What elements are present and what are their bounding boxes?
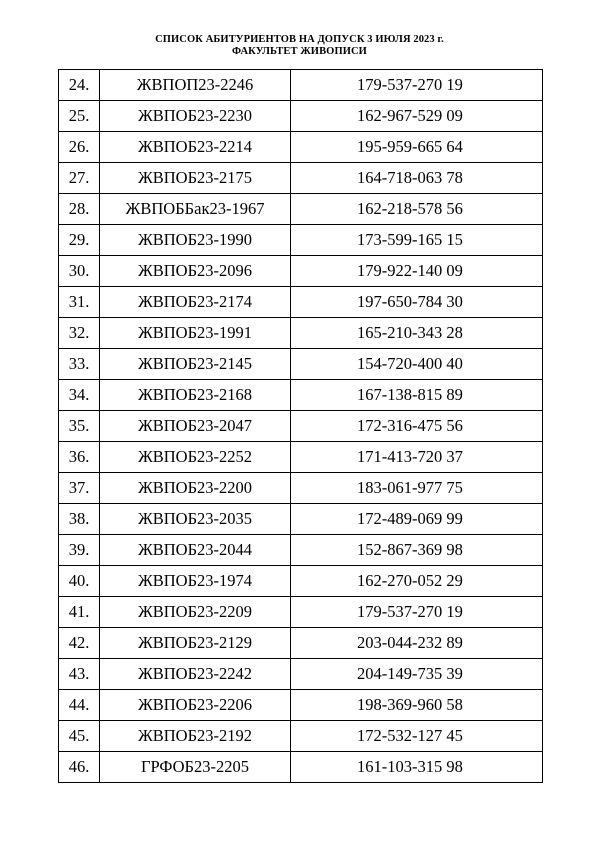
row-number-cell: 34.	[59, 380, 100, 411]
row-number-cell: 37.	[59, 473, 100, 504]
snils-cell: 167-138-815 89	[291, 380, 543, 411]
snils-cell: 195-959-665 64	[291, 132, 543, 163]
applicant-code-cell: ЖВПОП23-2246	[100, 70, 291, 101]
row-number-cell: 45.	[59, 721, 100, 752]
snils-cell: 204-149-735 39	[291, 659, 543, 690]
applicant-code-cell: ЖВПОББак23-1967	[100, 194, 291, 225]
table-row	[59, 597, 543, 628]
snils-cell: 172-532-127 45	[291, 721, 543, 752]
table-row	[59, 721, 543, 752]
table-row	[59, 566, 543, 597]
table-row	[59, 163, 543, 194]
applicant-code-cell: ГРФОБ23-2205	[100, 752, 291, 783]
row-number-cell: 32.	[59, 318, 100, 349]
table-row	[59, 473, 543, 504]
row-number-cell: 33.	[59, 349, 100, 380]
row-number-cell: 40.	[59, 566, 100, 597]
row-number-cell: 25.	[59, 101, 100, 132]
table-row	[59, 318, 543, 349]
applicant-code-cell: ЖВПОБ23-2252	[100, 442, 291, 473]
row-number-cell: 26.	[59, 132, 100, 163]
snils-cell: 162-270-052 29	[291, 566, 543, 597]
snils-cell: 172-316-475 56	[291, 411, 543, 442]
applicant-code-cell: ЖВПОБ23-2168	[100, 380, 291, 411]
applicants-table-body	[59, 70, 543, 783]
snils-cell: 154-720-400 40	[291, 349, 543, 380]
row-number-cell: 30.	[59, 256, 100, 287]
table-row	[59, 535, 543, 566]
table-row	[59, 349, 543, 380]
table-row	[59, 101, 543, 132]
applicant-code-cell: ЖВПОБ23-2192	[100, 721, 291, 752]
table-row	[59, 752, 543, 783]
row-number-cell: 24.	[59, 70, 100, 101]
applicant-code-cell: ЖВПОБ23-1974	[100, 566, 291, 597]
applicant-code-cell: ЖВПОБ23-2174	[100, 287, 291, 318]
snils-cell: 152-867-369 98	[291, 535, 543, 566]
row-number-cell: 35.	[59, 411, 100, 442]
row-number-cell: 39.	[59, 535, 100, 566]
page-title: СПИСОК АБИТУРИЕНТОВ НА ДОПУСК 3 ИЮЛЯ 2023 г.	[155, 34, 444, 45]
table-row	[59, 442, 543, 473]
table-row	[59, 287, 543, 318]
table-row	[59, 194, 543, 225]
snils-cell: 197-650-784 30	[291, 287, 543, 318]
applicant-code-cell: ЖВПОБ23-2145	[100, 349, 291, 380]
snils-cell: 198-369-960 58	[291, 690, 543, 721]
snils-cell: 164-718-063 78	[291, 163, 543, 194]
applicant-code-cell: ЖВПОБ23-2214	[100, 132, 291, 163]
row-number-cell: 27.	[59, 163, 100, 194]
snils-cell: 162-967-529 09	[291, 101, 543, 132]
row-number-cell: 28.	[59, 194, 100, 225]
table-row	[59, 380, 543, 411]
applicant-code-cell: ЖВПОБ23-2044	[100, 535, 291, 566]
row-number-cell: 46.	[59, 752, 100, 783]
table-row	[59, 225, 543, 256]
row-number-cell: 41.	[59, 597, 100, 628]
applicant-code-cell: ЖВПОБ23-2035	[100, 504, 291, 535]
applicant-code-cell: ЖВПОБ23-2096	[100, 256, 291, 287]
table-row	[59, 70, 543, 101]
snils-cell: 173-599-165 15	[291, 225, 543, 256]
faculty-title: ФАКУЛЬТЕТ ЖИВОПИСИ	[232, 46, 367, 57]
applicant-code-cell: ЖВПОБ23-1990	[100, 225, 291, 256]
snils-cell: 179-537-270 19	[291, 70, 543, 101]
table-row	[59, 690, 543, 721]
applicant-code-cell: ЖВПОБ23-2209	[100, 597, 291, 628]
snils-cell: 162-218-578 56	[291, 194, 543, 225]
row-number-cell: 44.	[59, 690, 100, 721]
applicant-code-cell: ЖВПОБ23-2242	[100, 659, 291, 690]
snils-cell: 172-489-069 99	[291, 504, 543, 535]
snils-cell: 183-061-977 75	[291, 473, 543, 504]
applicant-code-cell: ЖВПОБ23-2047	[100, 411, 291, 442]
snils-cell: 179-922-140 09	[291, 256, 543, 287]
applicant-code-cell: ЖВПОБ23-2206	[100, 690, 291, 721]
row-number-cell: 43.	[59, 659, 100, 690]
table-row	[59, 504, 543, 535]
applicants-table	[58, 69, 543, 783]
snils-cell: 165-210-343 28	[291, 318, 543, 349]
table-row	[59, 256, 543, 287]
applicant-code-cell: ЖВПОБ23-2129	[100, 628, 291, 659]
snils-cell: 171-413-720 37	[291, 442, 543, 473]
snils-cell: 161-103-315 98	[291, 752, 543, 783]
applicant-code-cell: ЖВПОБ23-2230	[100, 101, 291, 132]
table-row	[59, 132, 543, 163]
table-row	[59, 411, 543, 442]
applicant-code-cell: ЖВПОБ23-2200	[100, 473, 291, 504]
applicant-code-cell: ЖВПОБ23-1991	[100, 318, 291, 349]
row-number-cell: 42.	[59, 628, 100, 659]
row-number-cell: 31.	[59, 287, 100, 318]
document-header	[0, 34, 599, 58]
row-number-cell: 38.	[59, 504, 100, 535]
table-row	[59, 659, 543, 690]
snils-cell: 179-537-270 19	[291, 597, 543, 628]
table-row	[59, 628, 543, 659]
row-number-cell: 36.	[59, 442, 100, 473]
snils-cell: 203-044-232 89	[291, 628, 543, 659]
row-number-cell: 29.	[59, 225, 100, 256]
applicant-code-cell: ЖВПОБ23-2175	[100, 163, 291, 194]
